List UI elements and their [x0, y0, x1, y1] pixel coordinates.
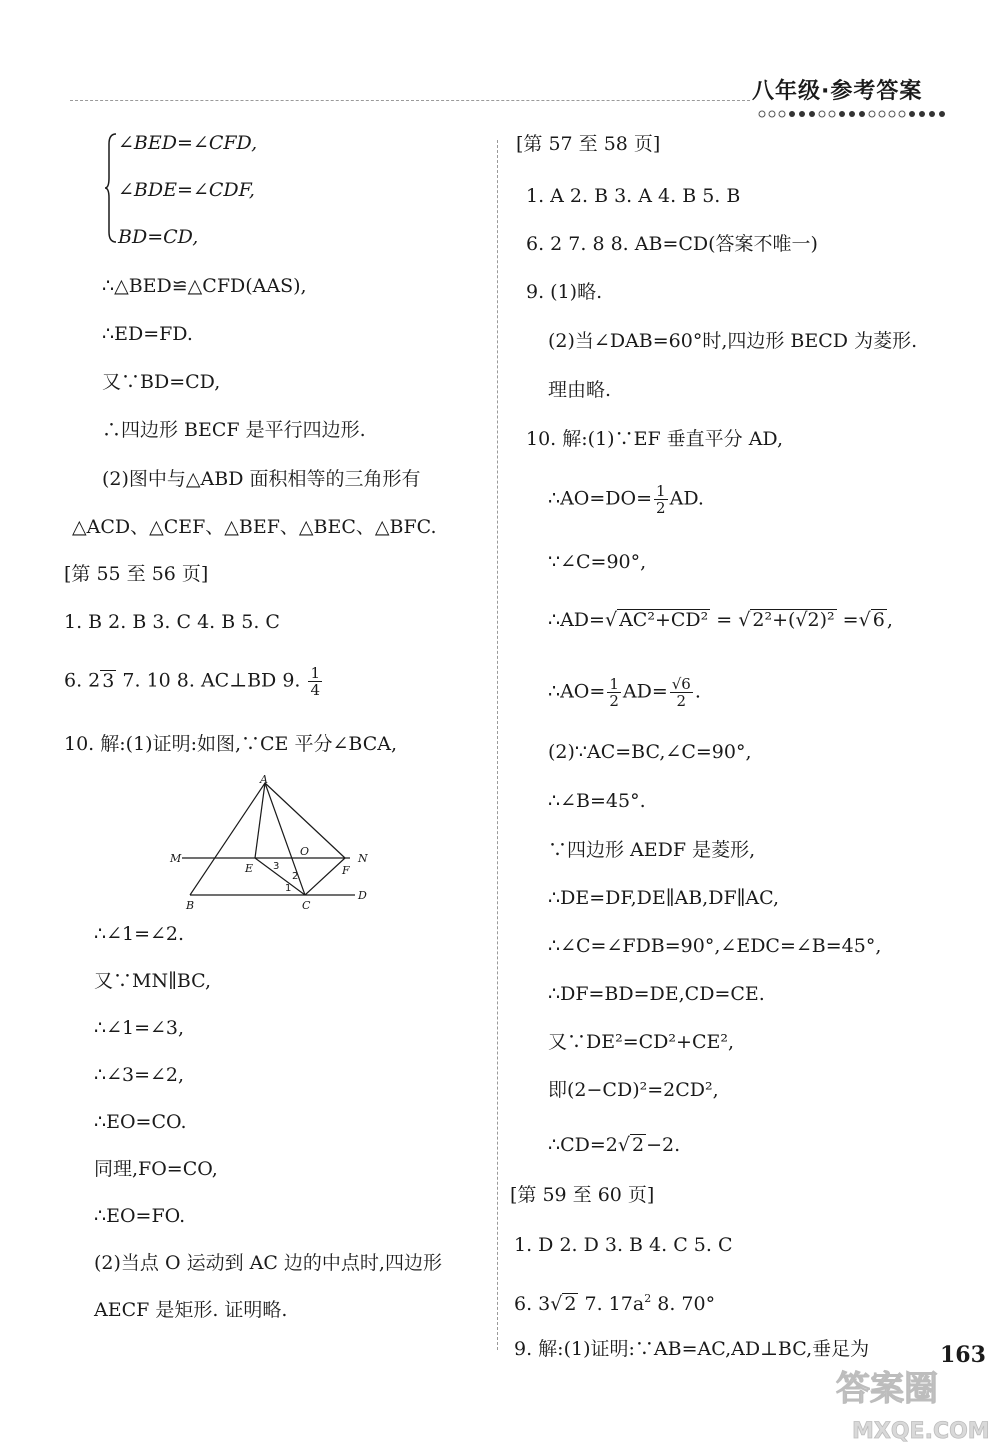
proof-line: (2)图中与△ABD 面积相等的三角形有: [102, 468, 421, 490]
question-10: 10. 解:(1)证明:如图,∵CE 平分∠BCA,: [64, 733, 397, 755]
brace-line-3: BD=CD,: [118, 226, 199, 248]
proof-line: ∴∠1=∠3,: [94, 1017, 185, 1039]
answers-line: (2)当∠DAB=60°时,四边形 BECD 为菱形.: [548, 330, 918, 352]
fraction: $\frac{1}{4}$: [310, 664, 321, 699]
math-line: ∴AO= $\frac{1}{2}$ AD= $\frac{√6}{2}$ .: [548, 675, 701, 710]
math-line: ∴AD=√ AC²+CD² = √ 2²+(√2)² =√ 6 ,: [548, 609, 893, 631]
geometry-figure: [160, 775, 380, 915]
label-F: F: [342, 864, 350, 877]
angle-label-2: 2: [292, 871, 299, 882]
svg-text:答案圈: 答案圈: [836, 1369, 938, 1409]
proof-line: ∴四边形 BECF 是平行四边形.: [102, 419, 366, 441]
math-line: 即(2−CD)²=2CD²,: [548, 1079, 719, 1101]
math-line: ∴∠B=45°.: [548, 790, 646, 812]
label-B: B: [186, 899, 195, 912]
sqrt-value: 3: [102, 669, 115, 692]
answers-line: 10. 解:(1)∵EF 垂直平分 AD,: [526, 428, 784, 450]
answers-line: 9. (1)略.: [526, 281, 603, 303]
label-D: D: [358, 889, 367, 902]
label-M: M: [170, 852, 182, 865]
proof-line: ∴ED=FD.: [102, 323, 193, 345]
section-heading-59-60: [第 59 至 60 页]: [510, 1184, 655, 1206]
fraction: $\frac{1}{2}$: [656, 482, 666, 517]
label-E: E: [245, 862, 254, 875]
proof-line: ∴△BED≌△CFD(AAS),: [102, 275, 307, 297]
proof-line: ∴EO=CO.: [94, 1111, 187, 1133]
label-N: N: [358, 852, 368, 865]
label-C: C: [302, 899, 311, 912]
angle-label-3: 3: [273, 861, 280, 872]
answers-line: 6. 2 7. 8 8. AB=CD(答案不唯一): [526, 233, 818, 255]
answers-line: 6. 3√ 2 7. $17a^2$ 8. 70°: [514, 1292, 716, 1315]
proof-line: 又∵BD=CD,: [102, 371, 221, 393]
answers-line: 理由略.: [548, 379, 612, 401]
svg-text:MXQE.COM: MXQE.COM: [852, 1419, 990, 1444]
brace-line-1: ∠BED=∠CFD,: [118, 132, 258, 154]
proof-line: 同理,FO=CO,: [94, 1158, 218, 1180]
column-divider: [497, 140, 498, 1350]
label-A: A: [260, 775, 268, 786]
header-dots: [757, 108, 947, 120]
answers-line: 1. B 2. B 3. C 4. B 5. C: [64, 611, 280, 633]
proof-line: ∴∠3=∠2,: [94, 1064, 185, 1086]
fraction: $\frac{√6}{2}$: [671, 675, 691, 710]
math-line: ∵∠C=90°,: [548, 551, 647, 573]
math-line: ∴DF=BD=DE,CD=CE.: [548, 983, 765, 1005]
section-heading-57-58: [第 57 至 58 页]: [516, 133, 661, 155]
header-rule: [70, 100, 750, 101]
answers-line: 1. D 2. D 3. B 4. C 5. C: [514, 1234, 733, 1256]
label-O: O: [300, 845, 310, 858]
page-number: 163: [940, 1342, 986, 1368]
math-line: ∴∠C=∠FDB=90°,∠EDC=∠B=45°,: [548, 935, 882, 957]
header-title: 八年级·参考答案: [752, 79, 923, 104]
fraction: $\frac{1}{2}$: [609, 675, 619, 710]
proof-line: (2)当点 O 运动到 AC 边的中点时,四边形: [94, 1252, 442, 1274]
answers-line: 1. A 2. B 3. A 4. B 5. B: [526, 185, 741, 207]
proof-line: ∴∠1=∠2.: [94, 923, 185, 945]
proof-line: △ACD、△CEF、△BEF、△BEC、△BFC.: [72, 516, 437, 538]
math-line: ∴CD=2√ 2 −2.: [548, 1134, 681, 1156]
system-brace: [104, 132, 118, 244]
proof-line: 又∵MN∥BC,: [94, 970, 212, 992]
math-line: 又∵DE²=CD²+CE²,: [548, 1031, 735, 1053]
proof-line: ∴EO=FO.: [94, 1205, 186, 1227]
math-line: (2)∵AC=BC,∠C=90°,: [548, 741, 752, 763]
answers-line: 9. 解:(1)证明:∵AB=AC,AD⊥BC,垂足为: [514, 1338, 870, 1360]
watermark-logo: [822, 1360, 1000, 1449]
angle-label-1: 1: [285, 883, 292, 894]
section-heading-55-56: [第 55 至 56 页]: [64, 563, 209, 585]
math-line: ∵四边形 AEDF 是菱形,: [548, 839, 756, 861]
proof-line: AECF 是矩形. 证明略.: [94, 1299, 288, 1321]
math-line: ∴AO=DO= $\frac{1}{2}$ AD.: [548, 482, 704, 517]
math-line: ∴DE=DF,DE∥AB,DF∥AC,: [548, 887, 780, 909]
answers-line: 6. 2 3 7. 10 8. AC⊥BD 9. $\frac{1}{4}$: [64, 664, 321, 699]
brace-line-2: ∠BDE=∠CDF,: [118, 179, 255, 201]
